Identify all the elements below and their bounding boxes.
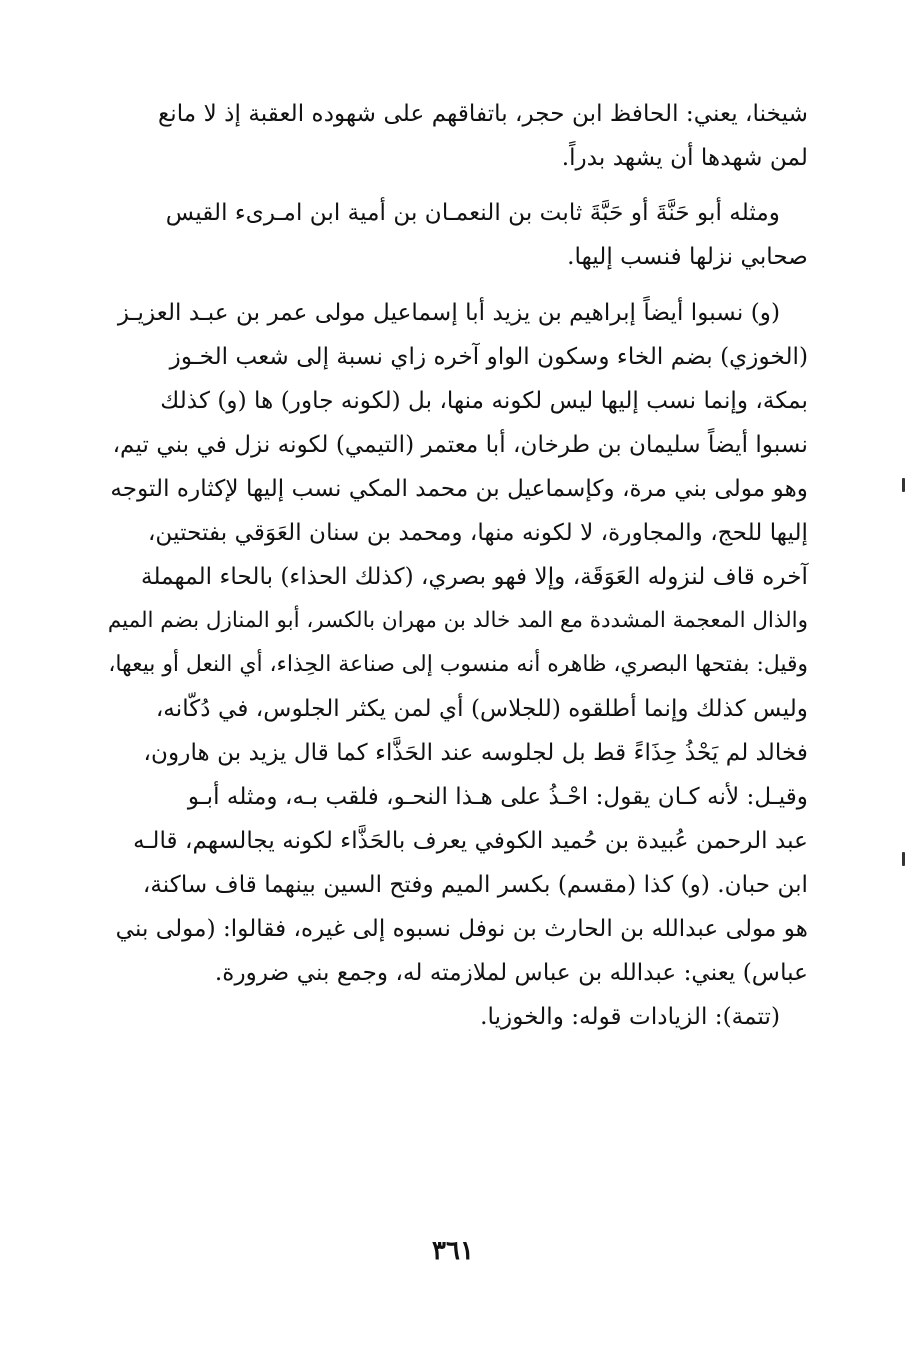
text-line: (تتمة): الزيادات قوله: والخوزيا. [480,1003,780,1030]
text-line: شيخنا، يعني: الحافظ ابن حجر، باتفاقهم على شهوده العقبة إذ لا مانع [157,100,808,127]
page-number: ٣٦١ [432,1236,474,1266]
text-line: بمكة، وإنما نسب إليها ليس لكونه منها، بل (لكونه جاور) ها (و) كذلك [160,387,808,414]
text-line: ومثله أبو حَنَّةَ أو حَبَّةَ ثابت بن النعمـان بن أمية ابن امـرىء القيس [165,199,780,226]
paragraph-4 [108,995,808,1039]
text-line: وليس كذلك وإنما أطلقوه (للجلاس) أي لمن يكثر الجلوس، في دُكّانه، [155,695,808,722]
text-line: عبد الرحمن عُبيدة بن حُميد الكوفي يعرف بالحَذَّاء لكونه يجالسهم، قالـه [133,827,808,854]
paragraph-3 [108,291,808,995]
text-line: (و) نسبوا أيضاً إبراهيم بن يزيد أبا إسماعيل مولى عمر بن عبـد العزيـز [117,299,780,326]
text-line: آخره قاف لنزوله العَوَقَة، وإلا فهو بصري، (كذلك الحذاء) بالحاء المهملة [141,563,808,590]
paragraph-1 [108,92,808,180]
text-line: ابن حبان. (و) كذا (مقسم) بكسر الميم وفتح السين بينهما قاف ساكنة، [142,871,808,898]
text-line: (الخوزي) بضم الخاء وسكون الواو آخره زاي نسبة إلى شعب الخـوز [169,343,808,370]
paragraph-2 [108,191,808,279]
text-line: إليها للحج، والمجاورة، لا لكونه منها، ومحمد بن سنان العَوَقي بفتحتين، [147,519,808,546]
text-line: هو مولى عبدالله بن الحارث بن نوفل نسبوه إلى غيره، فقالوا: (مولى بني [115,915,808,942]
text-line: وقيل: بفتحها البصري، ظاهره أنه منسوب إلى صناعة الحِذاء، أي النعل أو بيعها، [108,652,808,677]
text-line: صحابي نزلها فنسب إليها. [567,243,808,270]
text-line: عباس) يعني: عبدالله بن عباس لملازمته له، وجمع بني ضرورة. [214,959,808,986]
text-line: لمن شهدها أن يشهد بدراً. [561,144,808,171]
margin-mark [902,478,905,492]
margin-mark [902,852,905,866]
text-line: وهو مولى بني مرة، وكإسماعيل بن محمد المكي نسب إليها لإكثاره التوجه [110,475,808,502]
text-line: نسبوا أيضاً سليمان بن طرخان، أبا معتمر (التيمي) لكونه نزل في بني تيم، [112,431,808,458]
text-line: وقيـل: لأنه كـان يقول: احْـذُ على هـذا النحـو، فلقب بـه، ومثله أبـو [187,783,808,810]
text-line: والذال المعجمة المشددة مع المد خالد بن مهران بالكسر، أبو المنازل بضم الميم [107,608,808,633]
text-line: فخالد لم يَحْذُ حِذَاءً قط بل لجلوسه عند الحَذَّاء كما قال يزيد بن هارون، [143,739,808,766]
